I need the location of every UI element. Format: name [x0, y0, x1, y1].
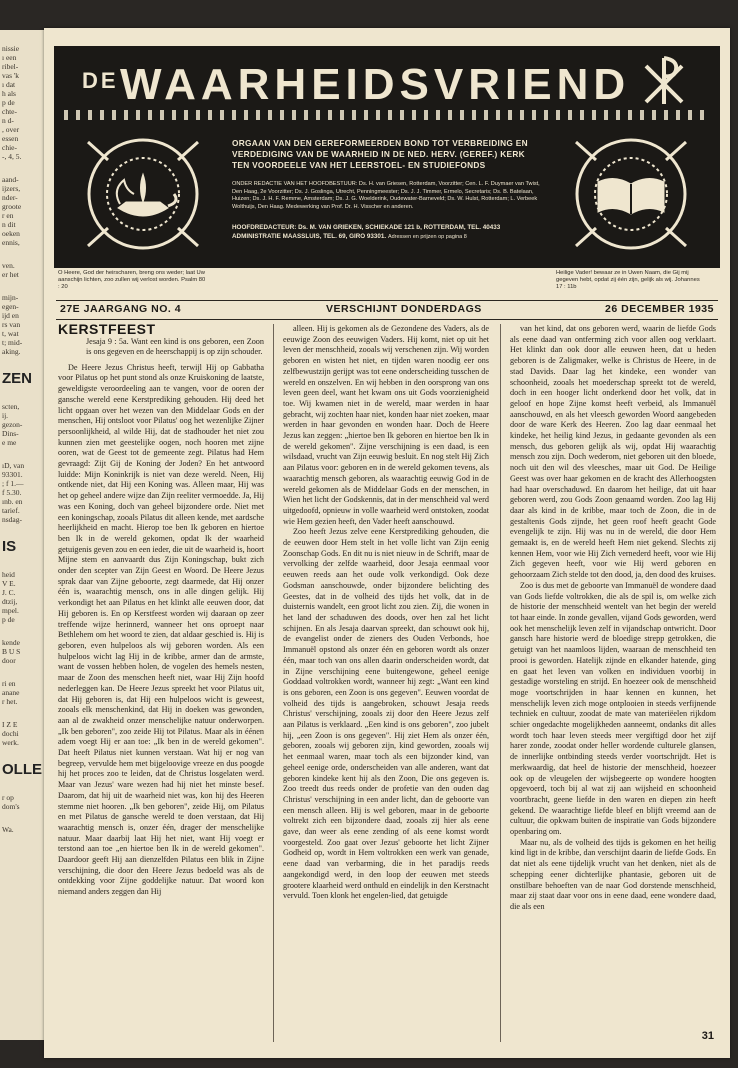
fragment-block — [0, 638, 44, 665]
fragment-line: rs van — [2, 320, 21, 329]
column-divider — [500, 324, 501, 1042]
fragment-line: r op — [2, 793, 14, 802]
fragment-line: f 5.30. — [2, 488, 22, 497]
fragment-line: ı dat — [2, 80, 16, 89]
fragment-line: p de — [2, 615, 15, 624]
fragment-line: dom's — [2, 802, 20, 811]
column-3 — [510, 324, 716, 1042]
fragment-line: B U S — [2, 647, 21, 656]
fragment-line: ij. — [2, 411, 9, 420]
administration-text: ADMINISTRATIE MAASSLUIS, TEL. 69, GIRO 93301. — [232, 233, 387, 240]
previous-page-fragment — [0, 30, 47, 1040]
fragment-line: -, 4, 5. — [2, 152, 22, 161]
fragment-line: essen — [2, 134, 19, 143]
fragment-line: ven. — [2, 261, 15, 270]
fragment-block — [0, 44, 44, 161]
fragment-line: ınb. en — [2, 497, 23, 506]
fragment-line: nissie — [2, 44, 20, 53]
fragment-line: t, wat — [2, 329, 19, 338]
fragment-line: ı een — [2, 53, 17, 62]
fragment-line: egen- — [2, 302, 19, 311]
fragment-line: 93301. — [2, 470, 23, 479]
fragment-block — [0, 720, 44, 747]
fragment-line: heid — [2, 570, 15, 579]
decorative-strip — [64, 110, 710, 120]
fragment-line: door — [2, 656, 16, 665]
fragment-block — [0, 293, 44, 356]
paragraph: alleen. Hij is gekomen als de Gezondene des Vaders, als de eeuwige Zoon des eeuwigen Vaders. Hij komt, niet op uit het leven der menschheid, zooals wij verschenen zijn. Wij worden geboren en wisten het niet, en tijden waren noodig eer ons zelfbewustzijn gerijpt was tot eene onderscheiding tusschen de wereld en onszelven. En wij hebben in den oorsprong van ons leven geen deel, want het kwam ons uit Gods voorzienigheid toe. Wij kwamen niet in de wereld, maar werden in haar gebracht, wij zochten haar niet, konden haar niet zoeken, maar werden in haar gevonden en wonden haar. Doch de Heere Jezus kan zeggen: „hiertoe ben Ik geboren en hiertoe ben Ik in de wereld gekomen". Zijne verschijning is een daad, is een wilsdaad, vrucht van Zijn eeuwig besluit. En nog stelt Hij Zich aan Pilatus voor: geboren en in de wereld gekomen tevens, als waarachtig mensch geboren, als waarachtig eeuwig God in de wereld gekomen als de Middelaar Gods en der menschen, in Wien het licht der Godskennis, dat in der menschheid val werd uitgedoofd, opnieuw in volle waarheid werd ontstoken, zoodat wie Hem gezien heeft, den Vader heeft aanschouwd. — [283, 324, 489, 526]
fragment-line: , over — [2, 125, 20, 134]
fragment-line: nsdag- — [2, 515, 22, 524]
fragment-line: groote — [2, 202, 22, 211]
motto-left: O Heere, God der heirscharen, breng ons weder; laat Uw aanschijn lichten, zoo zullen wij verlost worden. Psalm 80 : 20 — [58, 270, 206, 290]
fragment-line: scten, — [2, 402, 20, 411]
motto-right: Heilige Vader! bewaar ze in Uwen Naam, die Gij mij gegeven hebt, opdat zij één zijn, gelijk als wij. Johannes 17 : 11b — [556, 270, 700, 290]
page-number: 31 — [701, 1030, 714, 1042]
fragment-line: chte- — [2, 107, 17, 116]
fragment-line: ribel- — [2, 62, 19, 71]
fragment-heading: OLLE — [2, 761, 42, 778]
fragment-line: nder- — [2, 193, 18, 202]
fragment-line: vas 'k — [2, 71, 19, 80]
editorial-board: ONDER REDACTIE VAN HET HOOFDBESTUUR: Ds. H. van Griesen, Rotterdam, Voorzitter; Cen. L. F. Duymaer van Twist, Den Haag, 2e Voorzitter; Ds. J. Goslinga, Utrecht, Penningmeester; Ds. J. J. Timmer, Ermelo, Secretaris; Ds. B. Batelaan, Huizen; Ds. J. H. F. Remme, Amsterdam; Ds. J. G. Woelderink, Oudewater-Barneveld; Ds. W. Hulst, Rotterdam; L. Verbeek Wolthuijs, Den Haag. Medewerking van Prof. Dr. H. Visscher en anderen. — [232, 181, 540, 210]
fragment-line: gezon- — [2, 420, 23, 429]
scripture-quote: Jesaja 9 : 5a. Want een kind is ons geboren, een Zoon is ons gegeven en de heerschappij is op zijn schouder. — [86, 336, 264, 356]
fragment-line: n d- — [2, 116, 14, 125]
publication-frequency: VERSCHIJNT DONDERDAGS — [326, 303, 482, 315]
column-divider — [273, 324, 274, 1042]
fragment-block — [0, 261, 44, 279]
fragment-line: anane — [2, 688, 20, 697]
fragment-line: ennis, — [2, 238, 20, 247]
fragment-block — [0, 570, 44, 624]
paragraph: Maar nu, als de volheid des tijds is gekomen en het heilig kind ligt in de kribbe, dan verschijnt daarin de liefde Gods. En dat niet als eene tijdelijk vrucht van het denken, niet als de schepping eener dichterlijke phantasie, geboren uit de onstilbare behoeften van de naar God dorstende menschheid, maar zij staat daar voor ons in eene daad, eene wondere daad, die als een — [510, 837, 716, 911]
title-text: WAARHEIDSVRIEND — [120, 60, 631, 109]
paragraph: van het kind, dat ons geboren werd, waarin de liefde Gods als eene daad van ontferming zich voor allen oog verklaart. Het klinkt dan ook door alle eeuwen heen, dat u heden geboren is de Zaligmaker, welke is Christus de Heere, in de stad Davids. Daar lag het kindeke, een wonder van schoonheid, zooals het moederschap spreekt tot de wereld, doch in een hooger licht onderkend door het volk, dat in geloof en hope Zijne komst heeft verbeid, als Immanuël aanschouwd, en als het vleesch geworden Woord aangebeden door de ware Kerk des Heeren. Zoo lag daar eenmaal het kindeke, het heilig kind Jezus, in gedaante gevonden als een mensch, dus geboren gelijk als wij, opdat Hij waarachtig mensch zou zijn. Doch wederom, niet geboren uit den bloede, noch uit den wil des vleesches, maar uit God. De Heilige Geest was over haar gekomen en de kracht des Allerhoogsten had haar overschaduwd. En daarom het heilige, dat uit haar geboren werd, zou Gods Zoon genaamd worden. Zoo lag Hij daar als kind in de kribbe, maar toch de Zoon, die in de gestaltenis Gods zijnde, het geen roof heeft geacht Gode evengelijk te zijn. Hij was nu in de wereld, die door Hem gemaakt is, en de wereld heeft Hem niet gekend. Slechts zij kennen Hem, voor wie Hij Zich vernederd heeft, voor wie Hij Zich gegeven heeft, voor wie Hij werd geboren en gehoorzaam Zich stelde tot den dood, ja, den dood des kruises. — [510, 324, 716, 580]
fragment-line: er het — [2, 270, 19, 279]
fragment-line: r en — [2, 211, 14, 220]
editor-address: HOOFDREDACTEUR: Ds. M. VAN GRIEKEN, SCHIEKADE 121 b, ROTTERDAM, TEL. 40433 — [232, 224, 501, 231]
issue-date: 26 DECEMBER 1935 — [605, 303, 714, 315]
fragment-block — [0, 175, 44, 247]
fragment-block — [0, 679, 44, 706]
fragment-line: ijzers, — [2, 184, 21, 193]
fragment-line: I Z E — [2, 720, 18, 729]
fragment-line: V E. — [2, 579, 16, 588]
fragment-line: dtzij, — [2, 597, 18, 606]
paragraph: De Heere Jezus Christus heeft, terwijl Hij op Gabbatha voor Pilatus op het punt stond als onze Kruiskoning de laatste, geweldigste veroordeeling aan te vangen, voor de ooren der gansche wereld eene Kerstprediking gehouden. Hij deed het licht opgaan over het wezen van den Middelaar Gods en der menschen, Hij ontsloot voor Pilatus' oog het wezenlijke Zijner persoonlijkheid, al wilde Hij, dat de stadhouder het niet zou kunnen zien met geestelijke oogen, noch hooren met zijne ooren, wat de Geest tot de gemeente zegt. Pilatus had Hem gevraagd: Zijt Gij de Koning der Joden? En het antwoord luidde: Mijn Koninkrijk is niet van deze wereld. Neen, Hij ontkende niet, dat Hij een Koning was. Alleen maar, Hij was het op geheel andere wijze dan Zijn reeliter vermoedde. Ja, Hij was een Koning, doch van geheel bijzondere orde. Niet met een koningschap, zooals Pilatus dit alleen kende, met aardsche heerlijkheid en macht. Hierop toe ben Ik geboren en hiertoe ben Ik in de wereld gekomen, opdat Ik der waarheid getuigenis geven zou en een ieder, die uit de waarheid is, hoort Mijne stem en aanvaardt dus Zijn Koningschap, bukt zich onder den scepter van Zijn Geest en Woord. De Heere Jezus sprak daar van Zijne geboorte, zegt daarmede, dat Hij onzer één is, waarachtig mensch, ons in alle dingen gelijk. Hij verkondigt het aan Pilatus en het klinkt alle eeuwen door, dat Hij geboren is. En op Kerstfeest worden wij daaraan op zeer treffende wijze herinnerd, wanneer het ons oproept naar Bethlehem om het woord te zien, dat aldaar geschied is. Hij is geboren, even hulpeloos als wij geboren worden. Als een hulpeloos wicht lag Hij in de kribbe, armer dan de armste, want de vossen hebben holen, de vogelen des hemels nesten, maar de Zoon des menschen heeft niet, waar Hij Zijn hoofd nederleggen kan. De Heere Jezus spreekt het voor Pilatus uit, dat Hij geboren is, dat Hij een hulpeloos wicht is geweest, zooals elk menschenkind, dat Hij in doeken was gewonden, aan al de zwakheid onzer menschelijke natuur onderworpen. „Ik ben geboren", zoo zeide Hij tot Pilatus. Maar als in éénen adem voegt Hij er aan toe: „Ik ben in de wereld gekomen". Dat heeft Pilatus niet kunnen verstaan. Wat hij er nog van begreep, vervulde hem met bijgeloovige vreeze en dus poogde hij het proces zoo te leiden, dat de Christus losgelaten werd. Maar van Jezus' ware wezen had hij niet het minste besef. Daarom, dat hij uit de waarheid niet was, kon hij des Heeren stemme niet hooren. „Ik ben geboren", zeide Hij, om Pilatus en met Pilatus de gansche wereld te doen verstaan, dat Hij waarachtig mensch is, onzer één, drager der menschelijke natuur. Maar daarbij laat Hij het niet, want Hij voegt er terstond aan toe „en hiertoe ben Ik in de wereld gekomen". Daardoor geeft Hij aan dienzelfden Pilatus een blik in Zijne verschijning, die door den Heere Jezus bedoeld was als de ontdekking voor Zijne goddelijke natuur. Dat woord kon niemand anders zeggen dan Hij — [58, 362, 264, 897]
fragment-line: Dins- — [2, 429, 19, 438]
fragment-line: aand- — [2, 175, 19, 184]
article-columns — [58, 324, 718, 1042]
fragment-block — [0, 793, 44, 811]
fragment-heading: ZEN — [2, 370, 32, 387]
fragment-line: chie- — [2, 143, 17, 152]
chi-rho-icon — [638, 54, 690, 106]
fragment-line: ijd en — [2, 311, 19, 320]
paragraph: Zoo is dus met de geboorte van Immanuël de wondere daad van Gods liefde voltrokken, die als de spil is, om welke zich de historie der menschheid wentelt van het begin der wereld tot haar einde. In zonde gevallen, vijand Gods geworden, werd ook het menschelijk leven zelf in vijandschap ontwricht. Door gansch hare historie werd de bloedige strepp getrokken, die getuigt van het naamloos lijden, waaraan de menschheid ten prooi is geworden. Hatelijk zijnde en elkander hatende, ging en gaat het leven van volken en individuen voorbij in gestadige worsteling en strijd. En hoezeer ook de menschheid moge voortschrijden in haar kennen en kunnen, het menschelijk leven zich moge ontplooien in steeds verfijnende techniek en cultuur, zoodat de mate van materiëelen rijkdom schier ongedachte mogelijkheden aanneemt, ondanks dit alles wordt toch haar leven steeds meer vergiftigd door het zijf harer zonde, zoodat onder heller wordende culturele glansen, de innerlijke ontbinding steeds verder voortschrijdt. Het is merkwaardig, dat heel de historie der menschheid, hoezeer ook op de vleugelen der wijsbegeerte op wondere hoogten opgevoerd, toch bij al wat zij aan wijsheid en schoonheid voortbracht, geene liefde in den waren en diepen zin heeft gekend. De waarachtige liefde bleef en blijft vreemd aan de cultuur, die opkwam buiten de inspiratie van Gods bijzondere openbaring om. — [510, 580, 716, 837]
newspaper-page — [44, 28, 730, 1058]
org-line: ORGAAN VAN DEN GEREFORMEERDEN BOND TOT VERBREIDING EN — [232, 138, 528, 148]
prices-reference: Adressen en prijzen op pagina 8 — [387, 234, 467, 240]
fragment-line: h als — [2, 89, 16, 98]
fragment-line: kende — [2, 638, 20, 647]
fragment-block — [0, 825, 44, 834]
issue-bar — [56, 300, 718, 320]
fragment-line: n dit — [2, 220, 16, 229]
open-bible-emblem-icon — [556, 124, 706, 264]
column-1 — [58, 324, 264, 1042]
fragment-line: tarief. — [2, 506, 20, 515]
fragment-block — [0, 461, 44, 524]
oil-lamp-emblem-icon — [68, 124, 218, 264]
fragment-line: J. C. — [2, 588, 16, 597]
paragraph: Zoo heeft Jezus zelve eene Kerstprediking gehouden, die de eeuwen door Hem stelt in het volle licht van Zijn eenig Zoonschap Gods. En dit nu is niet nieuw in de Schrift, maar de vervolking der zelfde waarheid, door Jesaja eenmaal voor eeuwen reeds aan het oude volk verkondigd. Ook deze Godsman aanschouwde, onder bijzondere belichting des Geestes, dat in de volheid des tijds het volk, dat in de duisternis wandelt, een groot licht zou zien. Zij, die wonen in het land der schaduwen des doods, over hen zal het licht schijnen. En als Jesaja daarvan spreekt, dan schouwt ook hij, de evangelist onder de zieners des Ouden Verbonds, hoe Immanuël opstond als onzer één en geboren wordt als onzer één, maar toch van ons allen daarin onderscheiden wordt, dat in Zijne verschijning eene buitengewone, geheel eenige Goddaad voltrokken wordt, wanneer hij zegt: „Want een kind is ons geboren, een Zoon is ons gegeven". Eeuwen voordat de volheid des tijds is aangebroken, schouwt Jesaja reeds Christus' verschijning, zooals zij door den Heere Jezus zelf aan Pilatus is verklaard. „Een kind is ons geboren", zoo jubelt hij, „een Zoon is ons gegeven". Hij ziet Hem als onzer één, geboren, zooals wij geboren zijn, kind geworden, zooals wij het eenmaal waren, maar toch als een bijzonder kind, van geheel eenige orde, onderscheiden van alle anderen, want dat geboren kindeke kent hij als den Zoon, Die ons gegeven is. Zoo treedt dus reeds onder de profetie van den ouden dag Christus' verschijning in een ander licht, dan de geboorte van een mensch alleen. Hij is wel geboren, maar in de geboorte voltrekt zich een bijzondere daad, zooals zij hier als eene gave, dan weer als eene zending of als eene komst wordt voorgesteld. Zoo gaat over Jezus' geboorte het licht Zijner Godheid op, wordt in Hem voltrokken een werk van genade, eene daad van verbarming, die in het paradijs reeds aangekondigd werd, in den loop der eeuwen met steeds grootere klaarheid werd onthuld en eindelijk in den Kerstnacht vervuld. Toen klonk het engelen-lied, dat getuigde — [283, 527, 489, 901]
fragment-line: aking. — [2, 347, 21, 356]
fragment-line: ; f 1.— — [2, 479, 24, 488]
masthead — [54, 46, 720, 268]
article-title: KERSTFEEST — [58, 324, 156, 337]
volume-number: 27E JAARGANG NO. 4 — [60, 303, 182, 315]
title-prefix: DE — [82, 68, 119, 93]
fragment-line: dochi — [2, 729, 19, 738]
column-2 — [283, 324, 489, 1042]
fragment-block — [0, 402, 44, 447]
address-block — [232, 223, 544, 242]
organization-description — [232, 138, 544, 171]
fragment-line: mpel. — [2, 606, 19, 615]
fragment-line: Wa. — [2, 825, 14, 834]
fragment-line: werk. — [2, 738, 19, 747]
org-line: VERDEDIGING VAN DE WAARHEID IN DE NED. HERV. (GEREF.) KERK — [232, 149, 525, 159]
org-line: TEN VOORDEELE VAN HET LEERSTOEL- EN STUDIEFONDS — [232, 160, 486, 170]
administration-address — [232, 232, 544, 242]
fragment-line: r het. — [2, 697, 18, 706]
masthead-body — [232, 138, 544, 242]
fragment-line: mijn- — [2, 293, 19, 302]
fragment-line: e me — [2, 438, 17, 447]
fragment-line: oeken — [2, 229, 20, 238]
fragment-line: p de — [2, 98, 15, 107]
fragment-line: ri en — [2, 679, 16, 688]
fragment-heading: IS — [2, 538, 17, 555]
fragment-line: ıD, van — [2, 461, 25, 470]
fragment-line: t; mid- — [2, 338, 23, 347]
